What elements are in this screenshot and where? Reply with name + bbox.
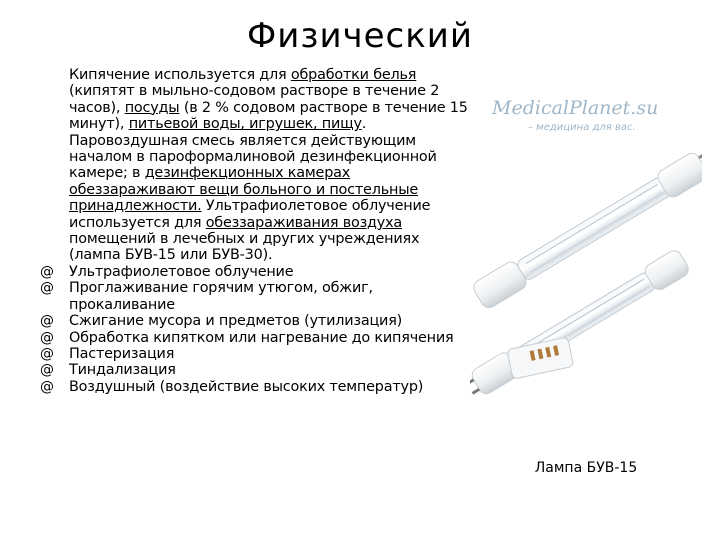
at-bullet-icon: @ <box>40 263 54 280</box>
underlined-text: дезинфекционных камерах обеззараживают вещи больного и постельные принадлежности. <box>69 165 419 215</box>
method-list <box>40 264 470 395</box>
list-item-text: Воздушный (воздействие высоких температур) <box>69 378 424 395</box>
list-item <box>40 379 470 395</box>
underlined-text: питьевой воды, игрушек, пищу <box>128 116 362 133</box>
watermark-main: MedicalPlanet.su <box>492 97 659 119</box>
list-item <box>40 346 470 362</box>
at-bullet-icon: @ <box>40 313 54 330</box>
list-item <box>40 280 470 313</box>
description-paragraph <box>69 67 470 264</box>
at-bullet-icon: @ <box>40 280 54 297</box>
text-run: Кипячение используется для <box>69 67 291 83</box>
image-caption: Лампа БУВ-15 <box>534 460 638 476</box>
list-item-text: Ультрафиолетовое облучение <box>69 263 294 280</box>
at-bullet-icon: @ <box>40 329 54 346</box>
body-text <box>40 67 470 395</box>
text-run: помещений в лечебных и других учреждениях (лампа БУВ-15 или БУВ-30). <box>69 231 420 264</box>
list-item <box>40 264 470 280</box>
list-item <box>40 362 470 378</box>
uv-lamp-photo <box>470 82 702 435</box>
list-item <box>40 330 470 346</box>
lamp-socket <box>507 337 574 379</box>
text-run: (кипятят в мыльно-содовом растворе в течение 2 часов), <box>69 83 440 116</box>
watermark-sub: – медицина для вас. <box>528 122 636 133</box>
slide-title: Физический <box>247 16 473 56</box>
underlined-text: посуды <box>124 99 180 116</box>
list-item-text: Тиндализация <box>69 362 176 379</box>
uv-lamp-illustration <box>470 82 702 435</box>
list-item-text: Проглаживание горячим утюгом, обжиг, прокаливание <box>69 280 373 313</box>
at-bullet-icon: @ <box>40 378 54 395</box>
text-run: (в 2 % содовом растворе в течение 15 минут), <box>69 99 468 133</box>
text-run: Ультрафиолетовое облучение используется для <box>69 198 431 231</box>
at-bullet-icon: @ <box>40 362 54 379</box>
text-run: . Паровоздушная смесь является действующим началом в пароформалиновой дезинфекционной камере; в <box>69 116 437 182</box>
at-bullet-icon: @ <box>40 345 54 362</box>
list-item <box>40 313 470 329</box>
list-item-text: Сжигание мусора и предметов (утилизация) <box>69 313 403 330</box>
list-item-text: Обработка кипятком или нагревание до кипячения <box>69 329 454 346</box>
list-item-text: Пастеризация <box>69 345 175 362</box>
underlined-text: обеззараживания воздуха <box>205 214 403 231</box>
underlined-text: обработки белья <box>290 67 417 83</box>
